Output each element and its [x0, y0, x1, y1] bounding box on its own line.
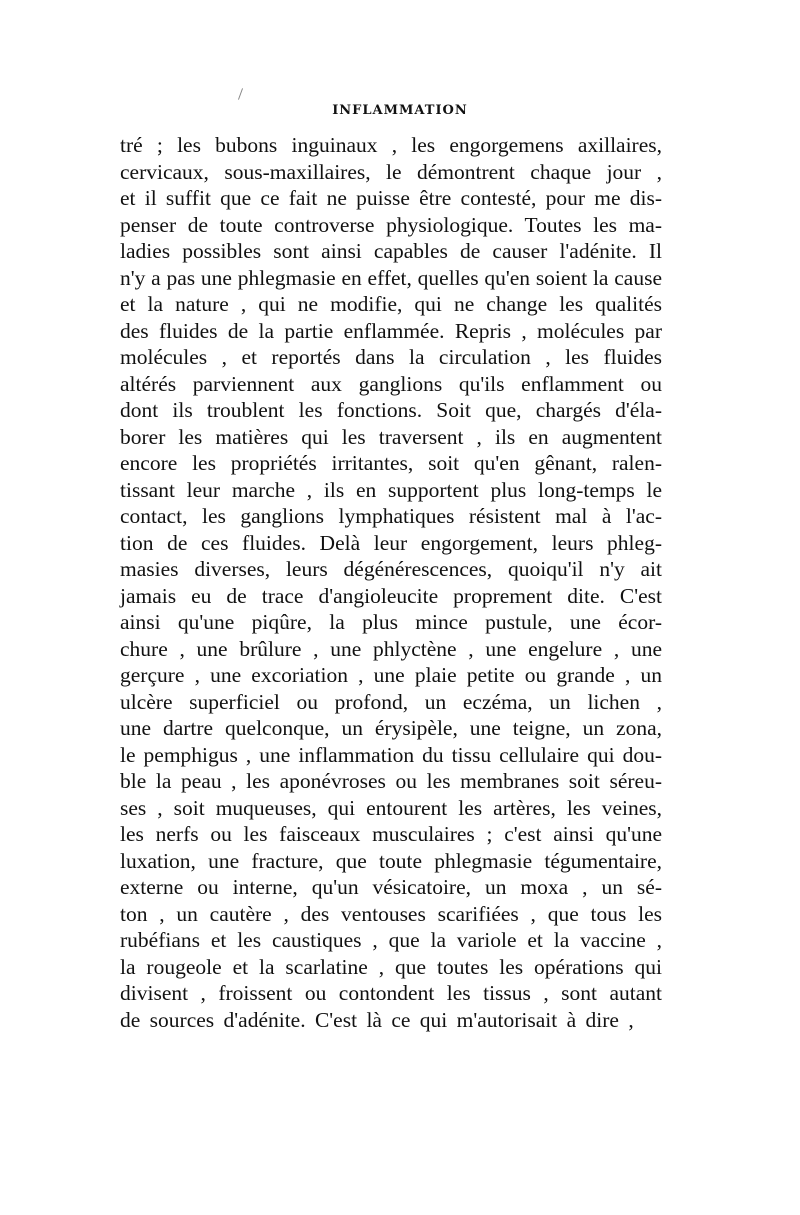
- text-line: altérés parviennent aux ganglions qu'ils enflamment ou: [120, 371, 662, 396]
- stray-ink-mark: [238, 88, 243, 100]
- text-line: de sources d'adénite. C'est là ce qui m'autorisait à dire ,: [120, 1007, 634, 1032]
- text-line: jamais eu de trace d'angioleucite proprement dite. C'est: [120, 583, 662, 608]
- running-title: INFLAMMATION: [332, 103, 468, 118]
- text-line: borer les matières qui les traversent , ils en augmentent: [120, 424, 662, 449]
- text-line: rubéfians et les caustiques , que la variole et la vaccine ,: [120, 928, 662, 952]
- text-line: ble la peau , les aponévroses ou les membranes soit séreu-: [120, 769, 662, 793]
- text-line: externe ou interne, qu'un vésicatoire, un moxa , un sé-: [120, 875, 662, 899]
- text-line: une dartre quelconque, un érysipèle, une teigne, un zona,: [120, 716, 662, 740]
- text-line: les nerfs ou les faisceaux musculaires ; c'est ainsi qu'une: [120, 822, 662, 846]
- text-line: tré ; les bubons inguinaux , les engorgemens axillaires,: [120, 133, 662, 157]
- text-line: ladies possibles sont ainsi capables de causer l'adénite. Il: [120, 239, 662, 263]
- text-line: tion de ces fluides. Delà leur engorgement, leurs phleg-: [120, 530, 662, 555]
- text-line: penser de toute controverse physiologique. Toutes les ma-: [120, 212, 662, 237]
- text-line: la rougeole et la scarlatine , que toutes les opérations qui: [120, 954, 662, 979]
- text-line: ton , un cautère , des ventouses scarifiées , que tous les: [120, 901, 662, 926]
- text-line: gerçure , une excoriation , une plaie petite ou grande , un: [120, 663, 662, 687]
- text-line: ses , soit muqueuses, qui entourent les artères, les veines,: [120, 795, 662, 820]
- text-line: et la nature , qui ne modifie, qui ne change les qualités: [120, 292, 662, 316]
- text-line: le pemphigus , une inflammation du tissu cellulaire qui dou-: [120, 742, 662, 767]
- text-line: masies diverses, leurs dégénérescences, quoiqu'il n'y ait: [120, 557, 662, 581]
- text-line: des fluides de la partie enflammée. Repris , molécules par: [120, 318, 662, 343]
- text-line: ulcère superficiel ou profond, un eczéma, un lichen ,: [120, 689, 662, 714]
- text-line: encore les propriétés irritantes, soit qu'en gênant, ralen-: [120, 451, 662, 475]
- text-line: dont ils troublent les fonctions. Soit que, chargés d'éla-: [120, 398, 662, 422]
- text-line: luxation, une fracture, que toute phlegmasie tégumentaire,: [120, 848, 662, 873]
- text-line: cervicaux, sous-maxillaires, le démontrent chaque jour ,: [120, 159, 662, 184]
- text-line: ainsi qu'une piqûre, la plus mince pustule, une écor-: [120, 610, 662, 634]
- text-line: tissant leur marche , ils en supportent plus long-temps le: [120, 477, 662, 502]
- text-line: divisent , froissent ou contondent les tissus , sont autant: [120, 981, 662, 1005]
- text-line: n'y a pas une phlegmasie en effet, quelles qu'en soient la cause: [120, 265, 662, 290]
- text-line: molécules , et reportés dans la circulation , les fluides: [120, 345, 662, 369]
- text-line: contact, les ganglions lymphatiques résistent mal à l'ac-: [120, 504, 662, 528]
- text-line: chure , une brûlure , une phlyctène , une engelure , une: [120, 636, 662, 661]
- text-line: et il suffit que ce fait ne puisse être contesté, pour me dis-: [120, 186, 662, 210]
